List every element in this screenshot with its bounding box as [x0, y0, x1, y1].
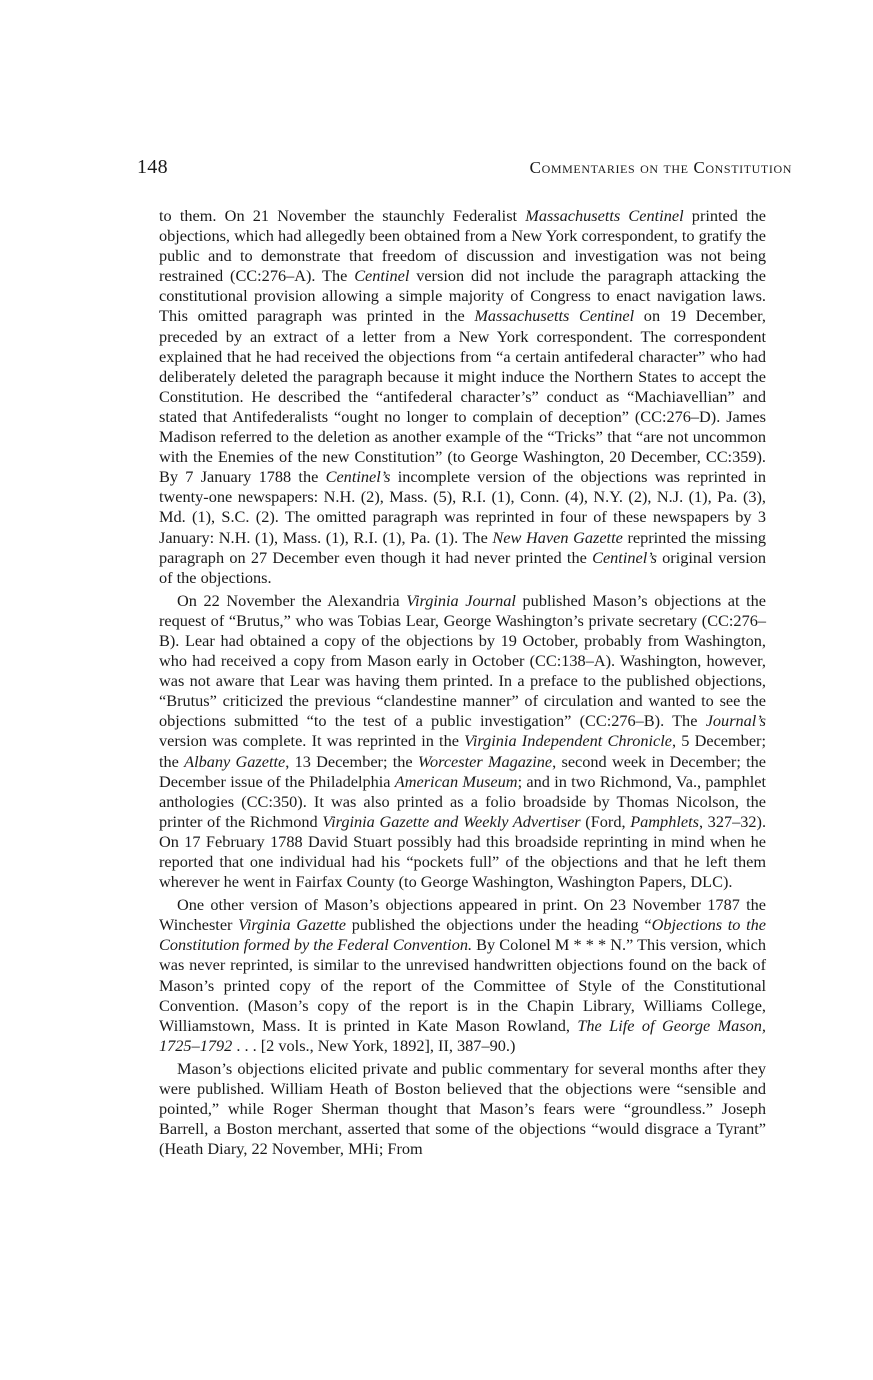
italic-run: New Haven Gazette — [492, 527, 623, 547]
running-title: Commentaries on the Constitution — [529, 158, 792, 177]
italic-run: Worcester Magazine — [417, 751, 553, 771]
paragraph-3 — [159, 895, 766, 1056]
text-run: On 22 November the Alexandria — [177, 590, 407, 610]
italic-run: Centinel — [354, 266, 410, 286]
italic-run: Objections to the Constitution formed by the Federal Convention. — [159, 915, 767, 955]
text-run: reprinted the missing paragraph on 27 December even though it had never printed the — [159, 527, 766, 567]
italic-run: Centinel’s — [325, 467, 391, 487]
italic-run: Virginia Gazette — [238, 915, 347, 935]
italic-run: Journal’s — [705, 711, 766, 731]
italic-run: Pamphlets — [630, 811, 699, 831]
text-run: (Ford, — [580, 811, 631, 831]
italic-run: Massachusetts Centinel — [525, 206, 684, 225]
text-run: published Mason’s objections at the request of “Brutus,” who was Tobias Lear, George Washington’s private secretary (CC:276–B). Lear had obtained a copy of the objections by 19 October, probably from Washington, who had received a copy from Mason early in October (CC:138–A). Washington, however, was not aware that Lear was having them printed. In a preface to the published objections, “Brutus” criticized the previous “clandestine manner” of circulation and wanted to see the objections submitted “to the test of a public investigation” (CC:276–B). The — [159, 590, 766, 731]
text-run: printed the objections, which had allegedly been obtained from a New York correspondent, to gratify the public and to demonstrate that freedom of discussion and investigation was not being restrained (CC:276–A). The — [159, 206, 767, 286]
text-run: ; and in two Richmond, Va., pamphlet anthologies (CC:350). It was also printed as a folio broadside by Thomas Nicolson, the printer of the Richmond — [159, 771, 766, 831]
text-run: on 19 December, preceded by an extract of a letter from a New York correspondent. The correspondent explained that he had received the objections from “a certain antifederal character” who had deliberately deleted the paragraph because it might induce the Northern States to accept the Constitution. He described the “antifederal character’s” conduct as “Machiavellian” and stated that Antifederalists “ought no longer to complain of deception” (CC:276–D). James Madison referred to the deletion as another example of the “Tricks” that “are not uncommon with the Enemies of the new Constitution” (to George Washington, 20 December, CC:359). By 7 January 1788 the — [159, 306, 766, 487]
italic-run: American Museum — [394, 771, 518, 791]
italic-run: Massachusetts Centinel — [474, 306, 635, 326]
text-run: version was complete. It was reprinted in the — [159, 731, 465, 751]
italic-run: Virginia Independent Chronicle — [464, 731, 672, 751]
page-number: 148 — [137, 156, 168, 178]
text-run: . . . [2 vols., New York, 1892], II, 387–90.) — [232, 1035, 516, 1055]
text-run: to them. On 21 November the staunchly Federalist — [159, 206, 526, 225]
italic-run: Centinel’s — [592, 547, 657, 567]
text-run: , second week in December; the December issue of the Philadelphia — [159, 751, 767, 791]
text-run: , 13 December; the — [285, 751, 418, 771]
running-head — [137, 156, 792, 186]
text-run: incomplete version of the objections was reprinted in twenty-one newspapers: N.H. (2), Mass. (5), R.I. (1), Conn. (4), N.Y. (2), N.J. (1), Pa. (3), Md. (1), S.C. (2). The omitted paragraph was reprinted in four of these newspapers by 3 January: N.H. (1), Mass. (1), R.I. (1), Pa. (1). The — [159, 467, 766, 547]
paragraph-2 — [159, 591, 766, 892]
body-text — [159, 206, 766, 1162]
text-run: , 327–32). On 17 February 1788 David Stuart possibly had this broadside reprinting in mind when he reported that one individual had his “pockets full” of the objections and that he left them wherever he went in Fairfax County (to George Washington, Washington Papers, DLC). — [159, 811, 767, 892]
italic-run: The Life of George Mason, 1725–1792 — [159, 1015, 767, 1055]
text-run: original version of the objections. — [159, 547, 766, 587]
text-run: version did not include the paragraph attacking the constitutional provision allowing a simple majority of Congress to enact navigation laws. This omitted paragraph was printed in the — [159, 266, 766, 326]
text-run: published the objections under the heading “ — [346, 915, 652, 935]
text-run: One other version of Mason’s objections appeared in print. On 23 November 1787 the Winchester — [159, 895, 766, 935]
italic-run: Virginia Journal — [406, 590, 516, 610]
italic-run: Virginia Gazette and Weekly Advertiser — [322, 811, 581, 831]
paragraph-4 — [159, 1059, 766, 1159]
text-run: By Colonel M * * * N.” This version, which was never reprinted, is similar to the unrevised handwritten objections found on the back of Mason’s printed copy of the report of the Committee of Style of the Constitutional Convention. (Mason’s copy of the report is in the Chapin Library, Williams College, Williamstown, Mass. It is printed in Kate Mason Rowland, — [159, 935, 766, 1035]
italic-run: Albany Gazette — [184, 751, 286, 771]
text-run: , 5 December; the — [159, 731, 766, 771]
text-run: Mason’s objections elicited private and public commentary for several months after they were published. William Heath of Boston believed that the objections were “sensible and pointed,” while Roger Sherman thought that Mason’s fears were “groundless.” Joseph Barrell, a Boston merchant, asserted that some of the objections “would disgrace a Tyrant” (Heath Diary, 22 November, MHi; From — [159, 1058, 766, 1159]
paragraph-1 — [159, 206, 766, 588]
